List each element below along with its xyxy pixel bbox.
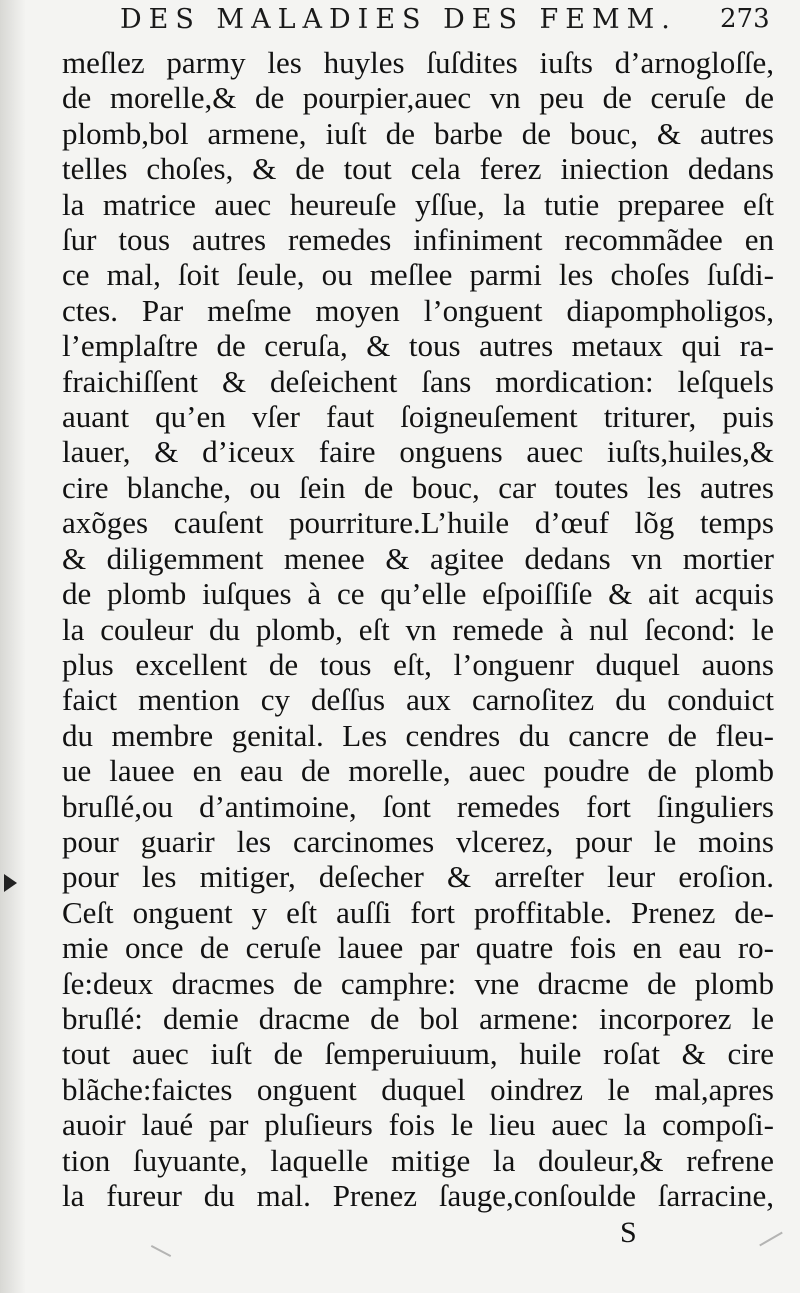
text-line: de morelle,& de pourpier,auec vn peu de ceruſe de bbox=[62, 80, 774, 116]
text-line: la fureur du mal. Prenez ſauge,conſoulde ſarracine, bbox=[62, 1178, 774, 1213]
text-line: auant qu’en vſer faut ſoigneuſement triturer, puis bbox=[62, 399, 774, 435]
text-line: bruſlé: demie dracme de bol armene: incorporez le bbox=[62, 1000, 774, 1036]
text-line: fraichiſſent & deſeichent ſans mordication: leſquels bbox=[62, 363, 774, 399]
page-scuff-mark bbox=[151, 1245, 171, 1257]
text-line: ce mal, ſoit ſeule, ou meſlee parmi les choſes ſuſdi- bbox=[62, 257, 774, 293]
text-line: faict mention cy deſſus aux carnoſitez du conduict bbox=[62, 682, 774, 718]
text-line: plus excellent de tous eſt, l’onguenr duquel auons bbox=[62, 646, 774, 682]
text-line: bruſlé,ou d’antimoine, ſont remedes fort ſinguliers bbox=[62, 788, 774, 824]
text-line: ue lauee en eau de morelle, auec poudre de plomb bbox=[62, 753, 774, 789]
text-line: ſe:deux dracmes de camphre: vne dracme de plomb bbox=[62, 965, 774, 1001]
text-line: l’emplaſtre de ceruſa, & tous autres metaux qui ra- bbox=[62, 328, 774, 364]
text-line: telles choſes, & de tout cela ferez iniection dedans bbox=[62, 151, 774, 187]
text-line: pour guarir les carcinomes vlcerez, pour le moins bbox=[62, 823, 774, 859]
text-line: de plomb iuſques à ce qu’elle eſpoiſſiſe & ait acquis bbox=[62, 576, 774, 612]
page-number: 273 bbox=[720, 4, 770, 34]
page-scuff-mark bbox=[759, 1232, 783, 1247]
text-line: lauer, & d’iceux faire onguens auec iuſts,huiles,& bbox=[62, 434, 774, 470]
running-head: DES MALADIES DES FEMM. bbox=[120, 4, 677, 35]
text-line: cire blanche, ou ſein de bouc, car toutes les autres bbox=[62, 469, 774, 505]
text-line: pour les mitiger, deſecher & arreſter leur eroſion. bbox=[62, 859, 774, 895]
text-line: blãche:faictes onguent duquel oindrez le mal,apres bbox=[62, 1071, 774, 1107]
text-line: ctes. Par meſme moyen l’onguent diapompholigos, bbox=[62, 292, 774, 328]
text-line: plomb,bol armene, iuſt de barbe de bouc, & autres bbox=[62, 115, 774, 151]
text-line: tion ſuyuante, laquelle mitige la douleur,& refrene bbox=[62, 1142, 774, 1178]
text-line: axõges cauſent pourriture.L’huile d’œuf lõg temps bbox=[62, 505, 774, 541]
text-line: ſur tous autres remedes infiniment recommãdee en bbox=[62, 222, 774, 258]
text-line: mie once de ceruſe lauee par quatre fois en eau ro- bbox=[62, 930, 774, 966]
text-line: tout auec iuſt de ſemperuiuum, huile roſat & cire bbox=[62, 1036, 774, 1072]
text-line: auoir laué par pluſieurs fois le lieu auec la compoſi- bbox=[62, 1107, 774, 1143]
text-line: meſlez parmy les huyles ſuſdites iuſts d’arnogloſſe, bbox=[62, 45, 774, 80]
signature-mark: S bbox=[620, 1216, 637, 1249]
text-line: Ceſt onguent y eſt auſſi fort proffitable. Prenez de- bbox=[62, 894, 774, 930]
text-line: du membre genital. Les cendres du cancre de fleu- bbox=[62, 717, 774, 753]
text-line: la couleur du plomb, eſt vn remede à nul ſecond: le bbox=[62, 611, 774, 647]
text-line: la matrice auec heureuſe yſſue, la tutie preparee eſt bbox=[62, 186, 774, 222]
margin-pointer-mark bbox=[4, 874, 17, 892]
body-text bbox=[62, 45, 774, 1213]
text-line: & diligemment menee & agitee dedans vn mortier bbox=[62, 540, 774, 576]
